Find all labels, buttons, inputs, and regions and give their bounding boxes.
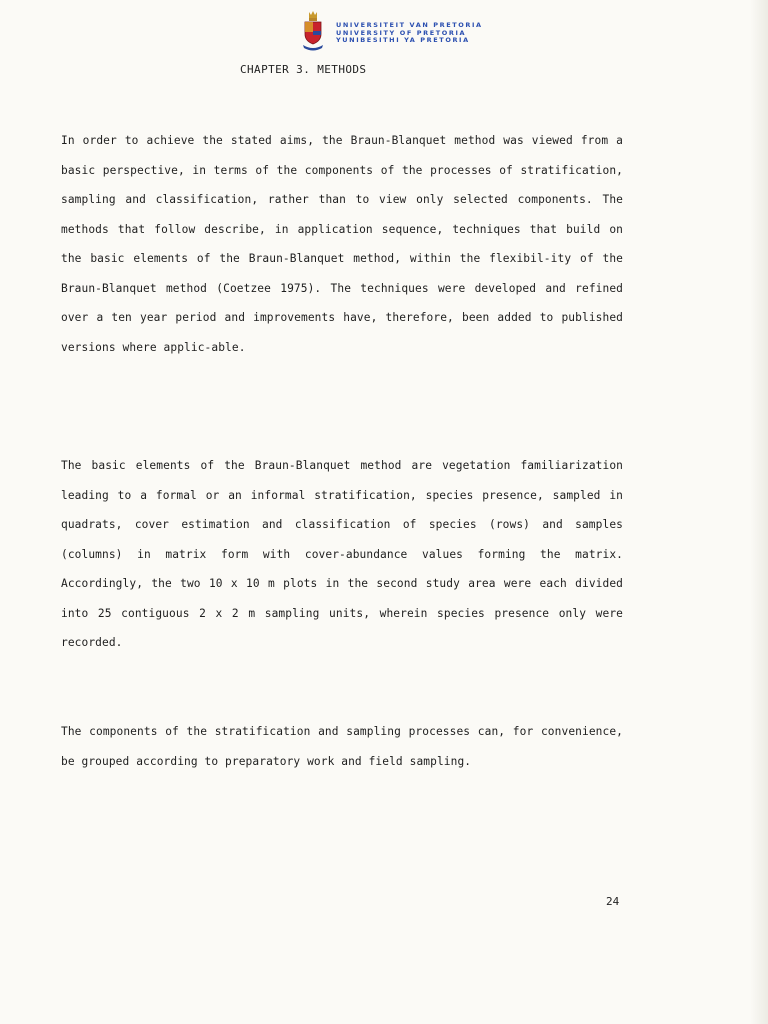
paragraph-basic-elements: The basic elements of the Braun-Blanquet method are vegetation familiarization leading to a formal or an informal stratification, species presence, sampled in quadrats, cover estimation and classification of species (rows) and samples (columns) in matrix form with cover-abundance values forming the matrix. Accordingly, the two 10 x 10 m plots in the second study area were each divided into 25 contiguous 2 x 2 m sampling units, wherein species presence only were recorded.	[61, 459, 623, 650]
page-number: 24	[606, 895, 620, 908]
university-logo	[300, 10, 500, 54]
university-names	[336, 22, 483, 45]
university-name-sepedi: YUNIBESITHI YA PRETORIA	[336, 36, 470, 45]
page-edge-shadow	[750, 0, 768, 1024]
chapter-title: CHAPTER 3. METHODS	[240, 63, 367, 76]
university-crest-icon	[300, 10, 326, 54]
university-name-afrikaans: UNIVERSITEIT VAN PRETORIA	[336, 21, 483, 29]
paragraph-components: The components of the stratification and sampling processes can, for convenience, be grouped according to preparatory work and field sampling.	[61, 725, 623, 768]
university-name-english: UNIVERSITY OF PRETORIA	[336, 28, 467, 37]
paragraph-aims: In order to achieve the stated aims, the Braun-Blanquet method was viewed from a basic perspective, in terms of the components of the processes of stratification, sampling and classification, rather than to view only selected components. The methods that follow describe, in application sequence, techniques that build on the basic elements of the Braun-Blanquet method, within the flexibil-ity of the Braun-Blanquet method (Coetzee 1975). The techniques were developed and refined over a ten year period and improvements have, therefore, been added to published versions where applic-able.	[61, 134, 623, 354]
